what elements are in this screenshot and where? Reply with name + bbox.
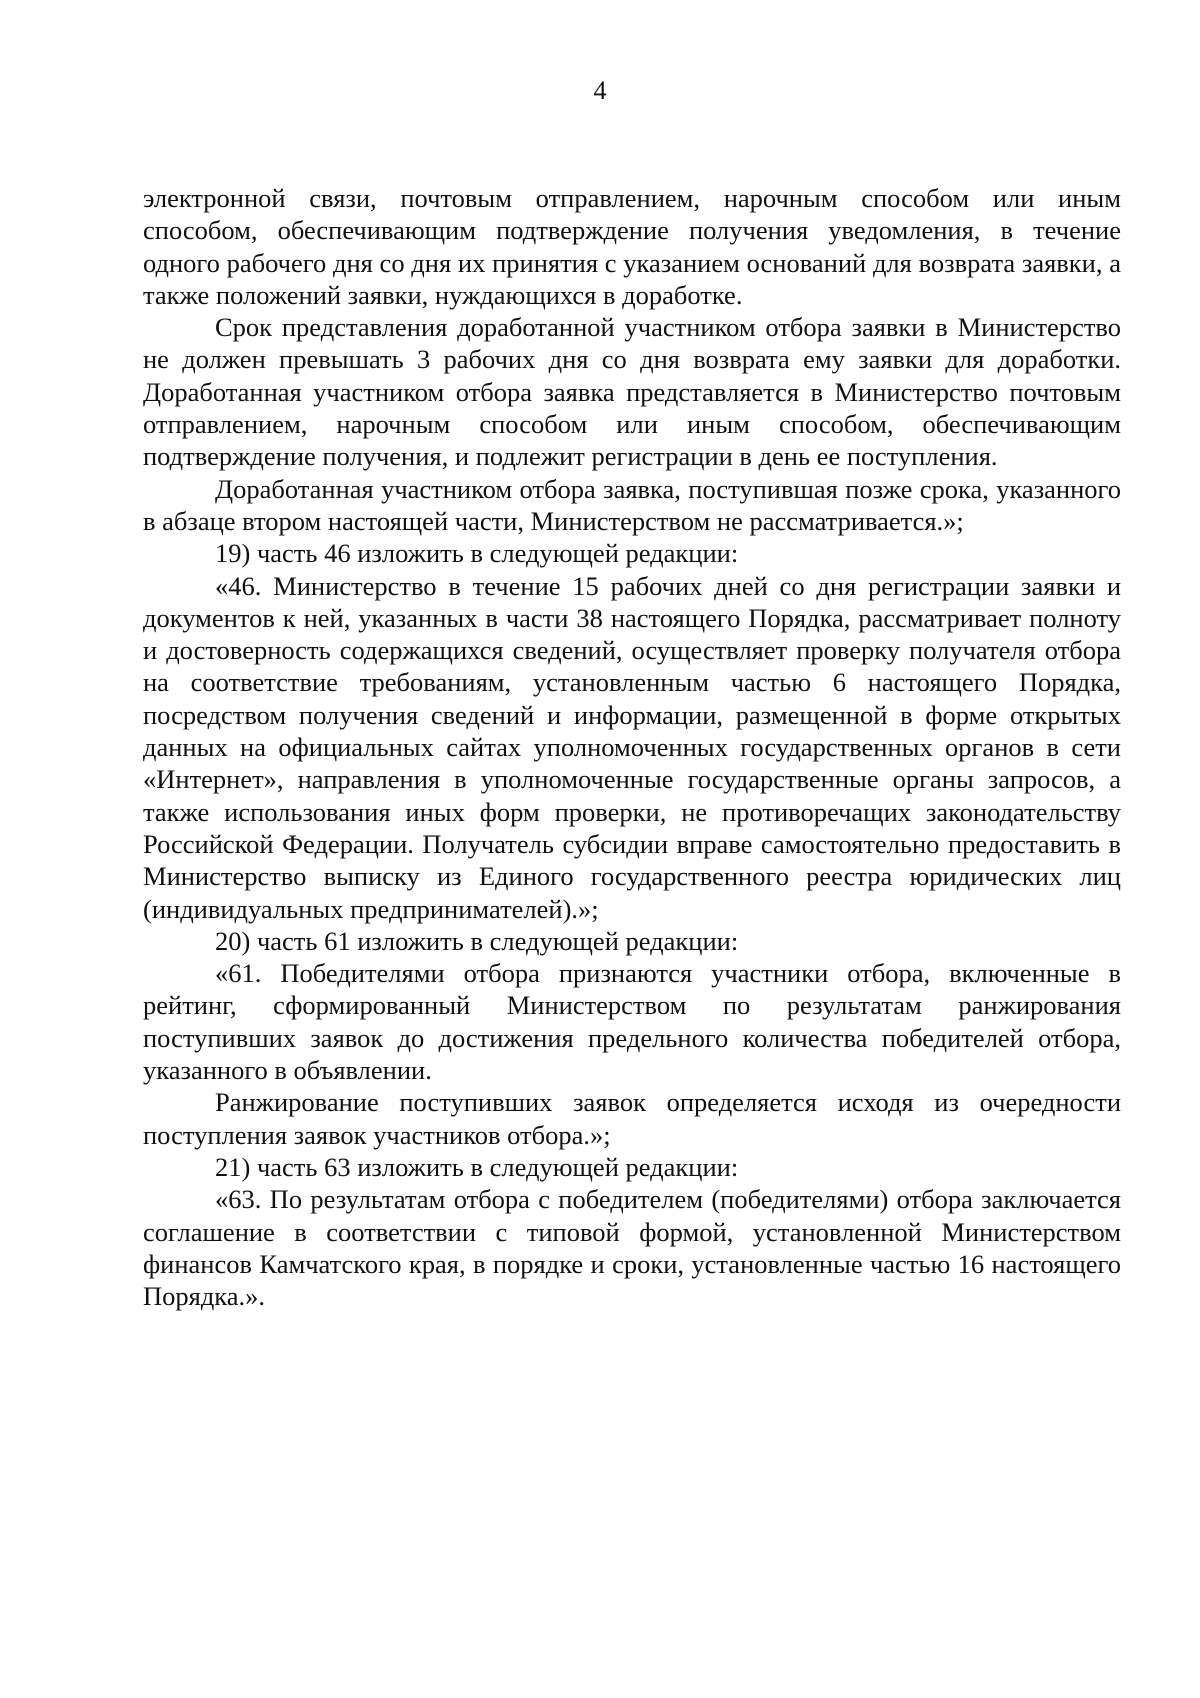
paragraph-2: Срок представления доработанной участником отбора заявки в Министерство не должен превышать 3 рабочих дня со дня возврата ему заявки для доработки. Доработанная участником отбора заявка представляется в Министерство почтовым отправлением, нарочным способом или иным способом, обеспечивающим подтверждение получения, и подлежит регистрации в день ее поступления.	[143, 312, 1121, 472]
page-number: 4	[593, 76, 607, 105]
paragraph-3: Доработанная участником отбора заявка, поступившая позже срока, указанного в абзаце втором настоящей части, Министерством не рассматривается.»;	[143, 473, 1121, 536]
paragraph-4: 19) часть 46 изложить в следующей редакции:	[215, 538, 739, 569]
paragraph-9: 21) часть 63 изложить в следующей редакции:	[215, 1151, 739, 1182]
paragraph-8: Ранжирование поступивших заявок определяется исходя из очередности поступления заявок участников отбора.»;	[143, 1087, 1121, 1150]
paragraph-6: 20) часть 61 изложить в следующей редакции:	[215, 925, 739, 956]
paragraph-7: «61. Победителями отбора признаются участники отбора, включенные в рейтинг, сформированный Министерством по результатам ранжирования поступивших заявок до достижения предельного количества победителей отбора, указанного в объявлении.	[143, 958, 1121, 1086]
document-body	[143, 182, 1121, 1312]
paragraph-10: «63. По результатам отбора с победителем (победителями) отбора заключается соглашение в соответствии с типовой формой, установленной Министерством финансов Камчатского края, в порядке и сроки, установленные частью 16 настоящего Порядка.».	[143, 1184, 1121, 1312]
paragraph-5: «46. Министерство в течение 15 рабочих дней со дня регистрации заявки и документов к ней, указанных в части 38 настоящего Порядка, рассматривает полноту и достоверность содержащихся сведений, осуществляет проверку получателя отбора на соответствие требованиям, установленным частью 6 настоящего Порядка, посредством получения сведений и информации, размещенной в форме открытых данных на официальных сайтах уполномоченных государственных органов в сети «Интернет», направления в уполномоченные государственные органы запросов, а также использования иных форм проверки, не противоречащих законодательству Российской Федерации. Получатель субсидии вправе самостоятельно предоставить в Министерство выписку из Единого государственного реестра юридических лиц (индивидуальных предпринимателей).»;	[143, 570, 1121, 924]
paragraph-1: электронной связи, почтовым отправлением, нарочным способом или иным способом, обеспечивающим подтверждение получения уведомления, в течение одного рабочего дня со дня их принятия с указанием оснований для возврата заявки, а также положений заявки, нуждающихся в доработке.	[143, 183, 1121, 310]
